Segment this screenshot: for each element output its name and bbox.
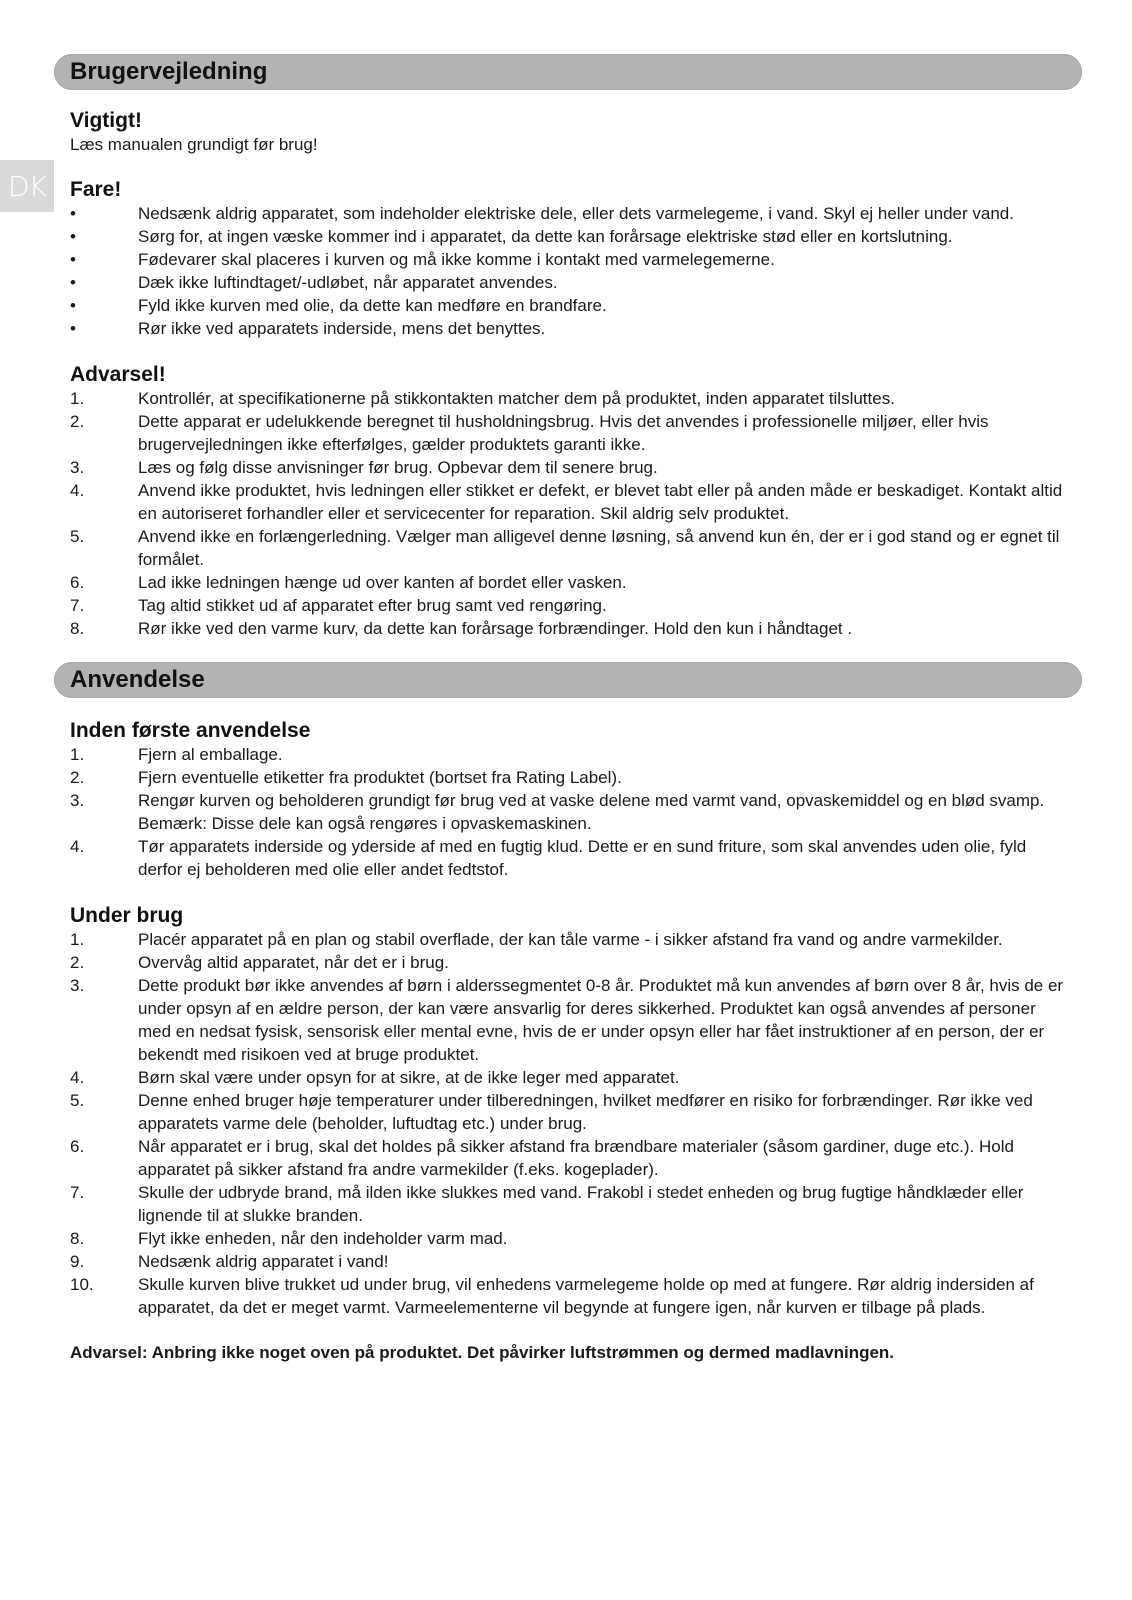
item-number: 8. [70,619,85,638]
bullet-marker: • [70,319,76,338]
list-item [54,387,1082,410]
list-item-text: Rør ikke ved apparatets inderside, mens det benyttes. [138,319,546,338]
list-item [54,1135,1082,1181]
item-number: 10. [70,1275,94,1294]
list-item-text: Flyt ikke enheden, når den indeholder varm mad. [138,1229,508,1248]
section-header-manual: Brugervejledning [54,54,1082,90]
item-number: 1. [70,930,85,949]
list-item [54,594,1082,617]
list-item-text: Skulle der udbryde brand, må ilden ikke slukkes med vand. Frakobl i stedet enheden og brug fugtige håndklæder eller lignende til at slukke branden. [138,1183,1024,1225]
list-item-text: Læs og følg disse anvisninger før brug. Opbevar dem til senere brug. [138,458,658,477]
list-item [54,410,1082,456]
item-number: 2. [70,953,85,972]
list-item-text: Anvend ikke en forlængerledning. Vælger man alligevel denne løsning, så anvend kun én, der er i god stand og er egnet til formålet. [138,527,1060,569]
item-number: 5. [70,527,85,546]
bullet-marker: • [70,227,76,246]
item-number: 9. [70,1252,85,1271]
list-item [54,479,1082,525]
list-item [54,317,1082,340]
list-item [54,1250,1082,1273]
list-item [54,1273,1082,1319]
language-tab: DK [0,160,54,212]
page-content [54,54,1082,1364]
heading-before-first-use: Inden første anvendelse [70,719,311,742]
list-item [54,456,1082,479]
list-item-text: Rengør kurven og beholderen grundigt før brug ved at vaske delene med varmt vand, opvaskemiddel og en blød svamp. Bemærk: Disse dele kan også rengøres i opvaskemaskinen. [138,791,1045,833]
item-number: 1. [70,745,85,764]
before-first-use-list [54,743,1082,881]
list-item [54,766,1082,789]
item-number: 4. [70,1068,85,1087]
list-item-text: Dæk ikke luftindtaget/-udløbet, når apparatet anvendes. [138,273,558,292]
bullet-marker: • [70,296,76,315]
list-item [54,271,1082,294]
list-item-text: Fjern al emballage. [138,745,283,764]
list-item-text: Skulle kurven blive trukket ud under brug, vil enhedens varmelegeme holde op med at fungere. Rør aldrig indersiden af apparatet, da det er meget varmt. Varmeelementerne vil begynde at fungere igen, når kurven er tilbage på plads. [138,1275,1034,1317]
item-number: 3. [70,458,85,477]
list-item [54,525,1082,571]
list-item [54,789,1082,835]
list-item [54,1181,1082,1227]
list-item-text: Børn skal være under opsyn for at sikre, at de ikke leger med apparatet. [138,1068,680,1087]
list-item-text: Placér apparatet på en plan og stabil overflade, der kan tåle varme - i sikker afstand fra vand og andre varmekilder. [138,930,1003,949]
important-text: Læs manualen grundigt før brug! [70,135,318,154]
list-item [54,1089,1082,1135]
list-item-text: Rør ikke ved den varme kurv, da dette kan forårsage forbrændinger. Hold den kun i håndtaget . [138,619,853,638]
list-item [54,571,1082,594]
warning-list [54,387,1082,640]
item-number: 6. [70,573,85,592]
list-item-text: Tag altid stikket ud af apparatet efter brug samt ved rengøring. [138,596,607,615]
list-item-text: Tør apparatets inderside og yderside af med en fugtig klud. Dette er en sund friture, som skal anvendes uden olie, fyld derfor ej beholderen med olie eller andet fedtstof. [138,837,1027,879]
bullet-marker: • [70,273,76,292]
item-number: 2. [70,412,85,431]
item-number: 5. [70,1091,85,1110]
item-number: 8. [70,1229,85,1248]
list-item-text: Anvend ikke produktet, hvis ledningen eller stikket er defekt, er blevet tabt eller på anden måde er beskadiget. Kontakt altid en autoriseret forhandler eller et servicecenter for reparation. Skil aldrig selv produktet. [138,481,1063,523]
item-number: 3. [70,976,85,995]
item-number: 6. [70,1137,85,1156]
heading-danger: Fare! [70,178,122,201]
list-item-text: Sørg for, at ingen væske kommer ind i apparatet, da dette kan forårsage elektriske stød eller en kortslutning. [138,227,953,246]
list-item [54,974,1082,1066]
list-item [54,617,1082,640]
heading-during-use: Under brug [70,904,184,927]
list-item [54,928,1082,951]
list-item [54,294,1082,317]
list-item [54,835,1082,881]
list-item-text: Fødevarer skal placeres i kurven og må ikke komme i kontakt med varmelegemerne. [138,250,775,269]
list-item [54,951,1082,974]
list-item-text: Fyld ikke kurven med olie, da dette kan medføre en brandfare. [138,296,607,315]
list-item [54,743,1082,766]
heading-important: Vigtigt! [70,109,142,132]
list-item [54,1066,1082,1089]
list-item-text: Kontrollér, at specifikationerne på stikkontakten matcher dem på produktet, inden apparatet tilsluttes. [138,389,895,408]
item-number: 3. [70,791,85,810]
list-item [54,202,1082,225]
danger-list [54,202,1082,340]
bullet-marker: • [70,250,76,269]
list-item-text: Lad ikke ledningen hænge ud over kanten af bordet eller vasken. [138,573,627,592]
item-number: 2. [70,768,85,787]
final-warning: Advarsel: Anbring ikke noget oven på produktet. Det påvirker luftstrømmen og dermed madlavningen. [70,1343,895,1362]
item-number: 7. [70,596,85,615]
list-item-text: Når apparatet er i brug, skal det holdes på sikker afstand fra brændbare materialer (såsom gardiner, duge etc.). Hold apparatet på sikker afstand fra andre varmekilder (f.eks. kogeplader). [138,1137,1014,1179]
heading-warning: Advarsel! [70,363,166,386]
list-item [54,1227,1082,1250]
item-number: 4. [70,481,85,500]
list-item-text: Nedsænk aldrig apparatet i vand! [138,1252,389,1271]
during-use-list [54,928,1082,1319]
list-item-text: Denne enhed bruger høje temperaturer under tilberedningen, hvilket medfører en risiko for forbrændinger. Rør ikke ved apparatets varme dele (beholder, luftudtag etc.) under brug. [138,1091,1033,1133]
list-item-text: Overvåg altid apparatet, når det er i brug. [138,953,449,972]
list-item [54,225,1082,248]
list-item-text: Fjern eventuelle etiketter fra produktet (bortset fra Rating Label). [138,768,622,787]
bullet-marker: • [70,204,76,223]
list-item-text: Dette produkt bør ikke anvendes af børn i alderssegmentet 0-8 år. Produktet må kun anvendes af børn over 8 år, hvis de er under opsyn af en ældre person, der kan være ansvarlig for deres sikkerhed. Produktet kan også anvendes af personer med en nedsat fysisk, sensorisk eller mental evne, hvis de er under opsyn eller har fået instruktioner af en person, der er bekendt med risikoen ved at bruge produktet. [138,976,1064,1064]
item-number: 7. [70,1183,85,1202]
item-number: 1. [70,389,85,408]
list-item [54,248,1082,271]
item-number: 4. [70,837,85,856]
list-item-text: Dette apparat er udelukkende beregnet til husholdningsbrug. Hvis det anvendes i professionelle miljøer, eller hvis brugervejledningen ikke efterfølges, gælder produktets garanti ikke. [138,412,989,454]
list-item-text: Nedsænk aldrig apparatet, som indeholder elektriske dele, eller dets varmelegeme, i vand. Skyl ej heller under vand. [138,204,1014,223]
section-header-usage: Anvendelse [54,662,1082,698]
